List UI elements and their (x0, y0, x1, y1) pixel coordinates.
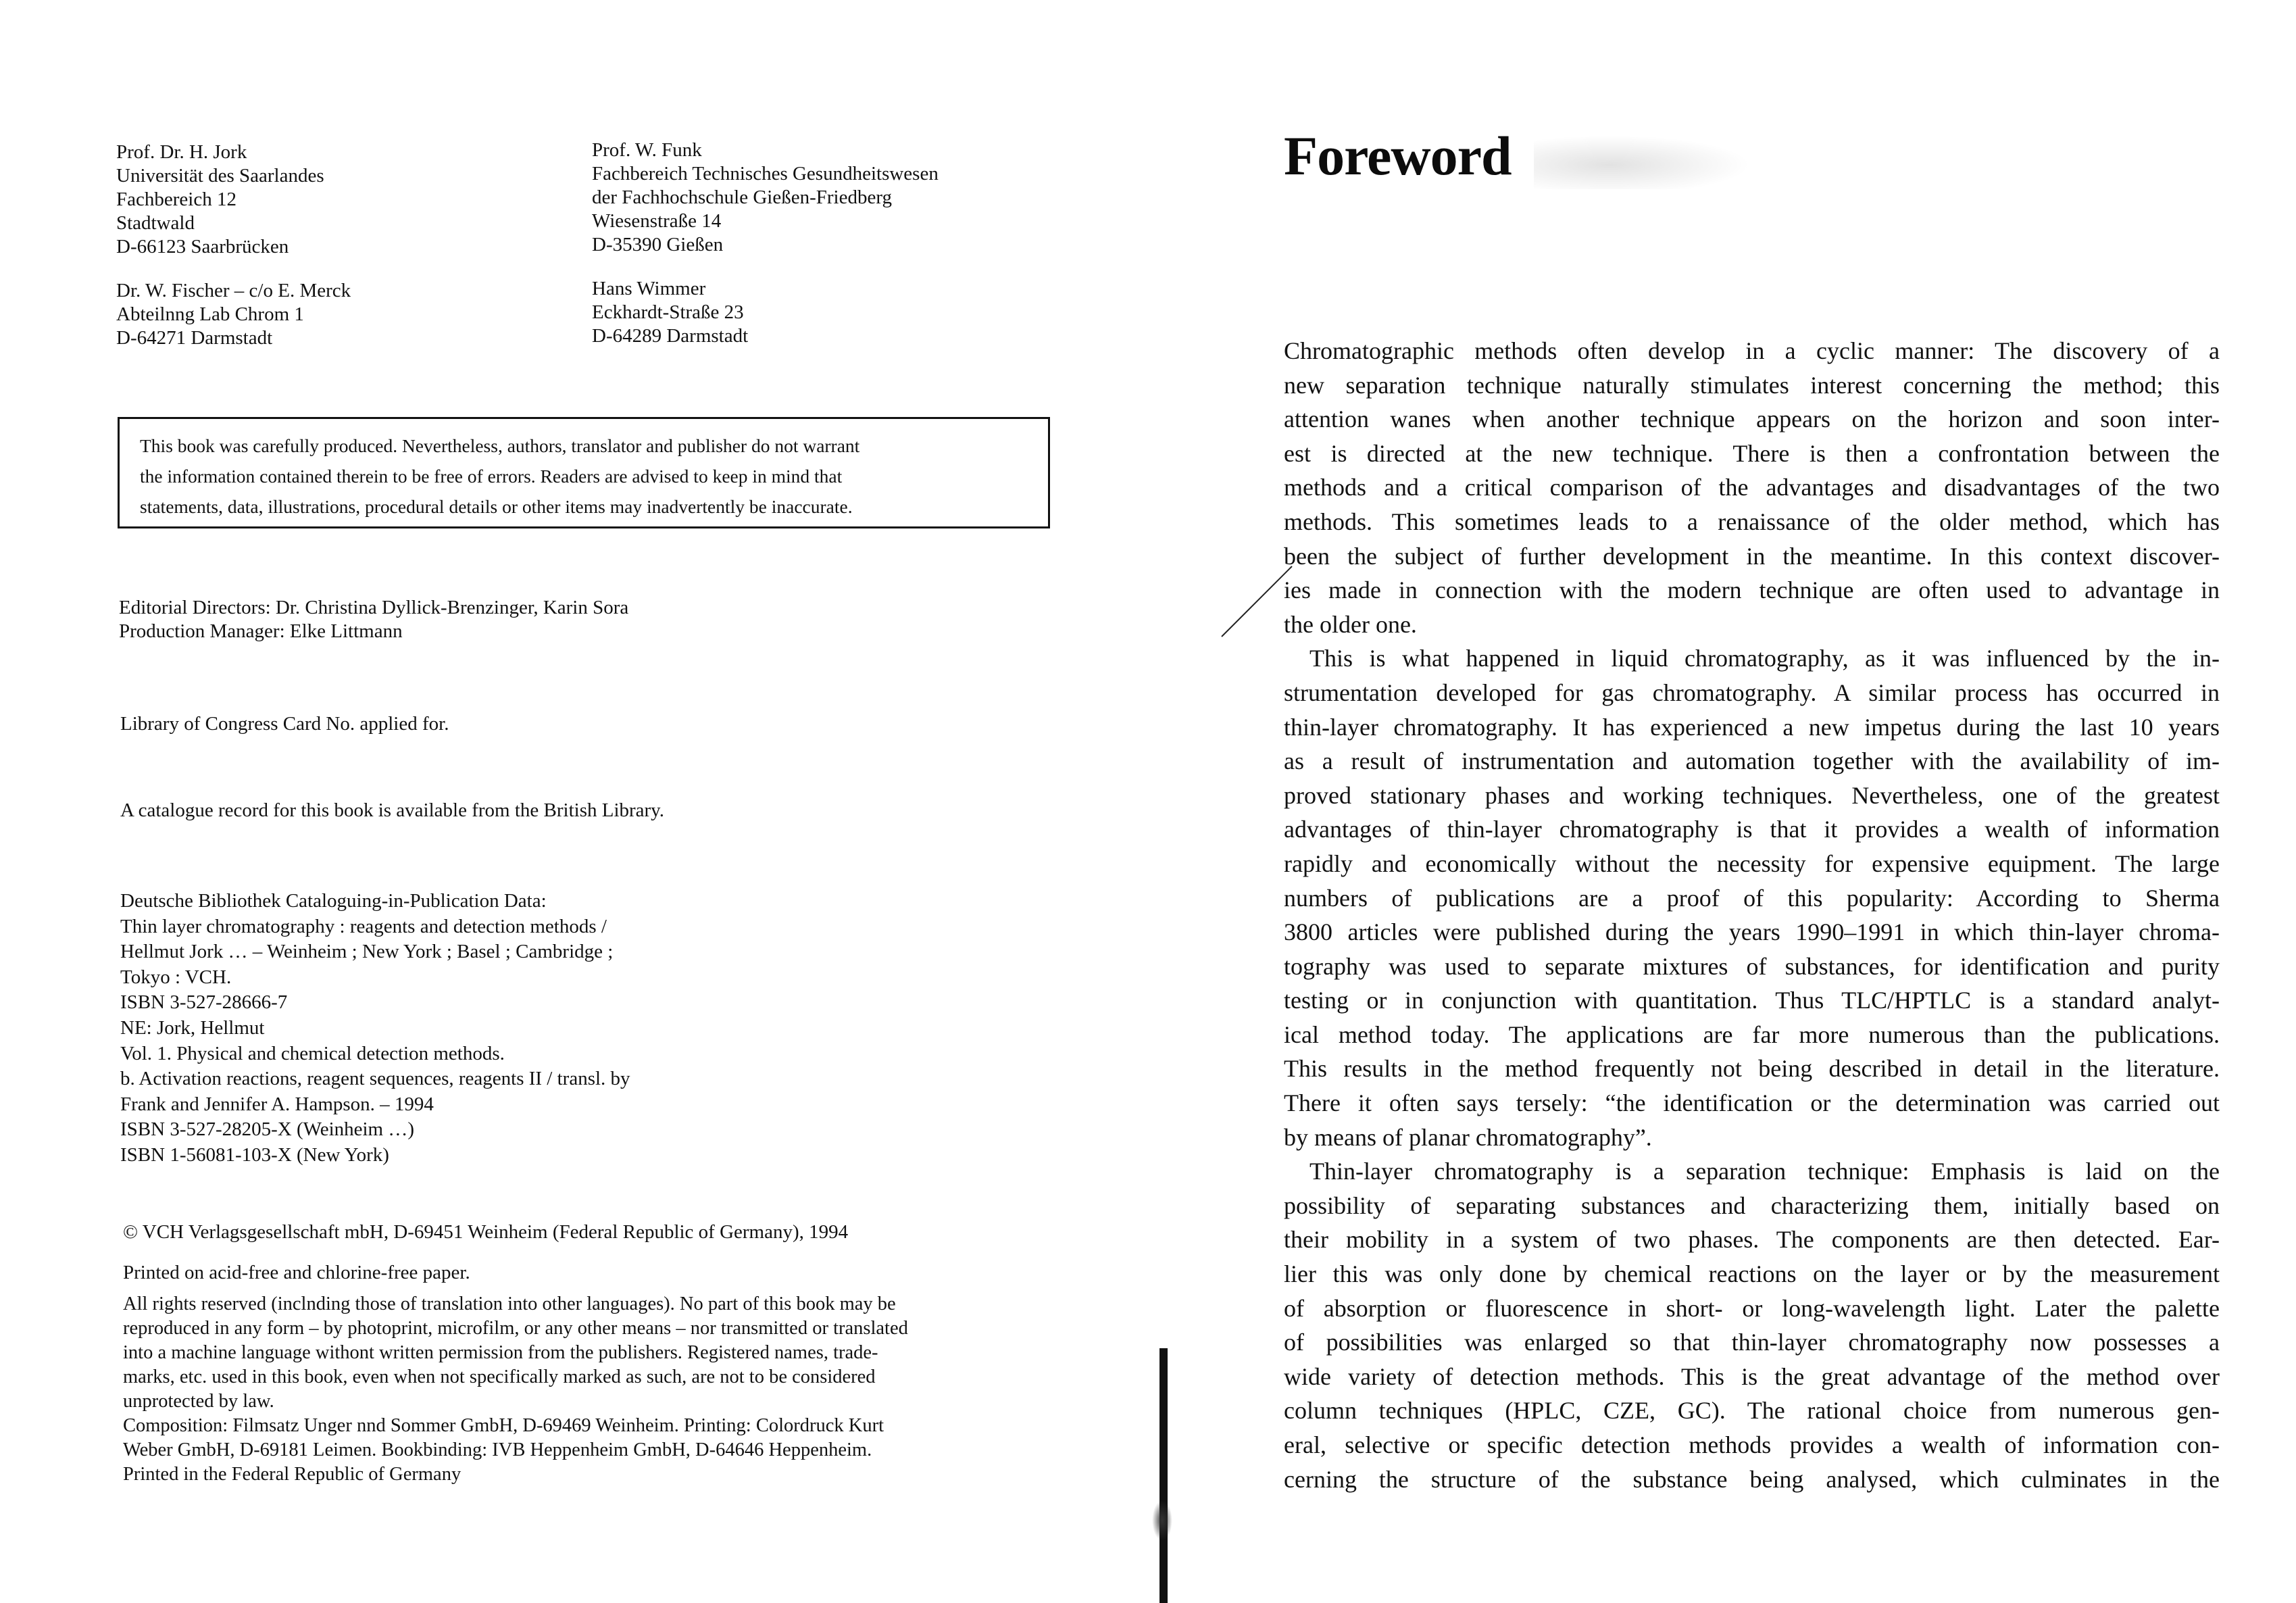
paper-note: Printed on acid-free and chlorine-free paper. (123, 1262, 470, 1283)
editorial-credits: Editorial Directors: Dr. Christina Dyllick-Brenzinger, Karin Sora Production Manager: Elke Littmann (119, 597, 629, 642)
author-address-wimmer: Hans Wimmer Eckhardt-Straße 23 D-64289 Darmstadt (592, 278, 749, 347)
page-gutter (1159, 1348, 1168, 1603)
foreword-text (1284, 334, 2220, 1496)
paragraph-1: Chromatographic methods often develop in a cyclic manner: The discovery of a new separation technique naturally stimulates interest concerning the method; this attention wanes when another technique appears on the horizon and soon inter- est is directed at the new technique. There is then a confrontation between the methods and a critical comparison of the advantages and disadvantages of the two methods. This sometimes leads to a renaissance of the older method, which has been the subject of further development in the meantime. In this context discover- ies made in connection with the modern technique are often used to advantage in the older one. (1284, 337, 2220, 638)
paragraph-3: Thin-layer chromatography is a separation technique: Emphasis is laid on the possibility of separating substances and characterizing them, initially based on their mobility in a system of two phases. The components are then detected. Ear- lier this was only done by chemical reactions on the layer or by the measurement of absorption or fluorescence in short- or long-wavelength light. Later the palette of possibilities was enlarged so that thin-layer chromatography now possesses a wide variety of detection methods. This is the great advantage of the method over column techniques (HPLC, CZE, GC). The rational choice from numerous gen- eral, selective or specific detection methods provides a wealth of information con- cerning the structure of the substance being analysed, which culminates in the (1284, 1158, 2220, 1493)
library-of-congress-note: Library of Congress Card No. applied for. (120, 713, 449, 735)
page-title: Foreword (1284, 125, 1512, 187)
gutter-shadow (1152, 1500, 1172, 1541)
paragraph-2: This is what happened in liquid chromatography, as it was influenced by the in- strumentation developed for gas chromatography. A similar process has occurred in thin-layer chromatography. It has experienced a new impetus during the last 10 years as a result of instrumentation and automation together with the availability of im- proved stationary phases and working techniques. Nevertheless, one of the greatest advantages of thin-layer chromatography is that it provides a wealth of information rapidly and economically without the necessity for expensive equipment. The large numbers of publications are a proof of this popularity: According to Sherma 3800 articles were published during the years 1990–1991 in which thin-layer chroma- tography was used to separate mixtures of substances, for identification and purity testing or in conjunction with quantitation. Thus TLC/HPTLC is a standard analyt- ical method today. The applications are far more numerous than the publications. This results in the method frequently not being described in detail in the literature. There it often says tersely: “the identification or the determination was carried out by means of planar chromatography”. (1284, 645, 2220, 1151)
cip-data: Deutsche Bibliothek Cataloguing-in-Publication Data: Thin layer chromatography : reagents and detection methods / Hellmut Jork … – Weinheim ; New York ; Basel ; Cambridge ; Tokyo : VCH. ISBN 3-527-28666-7 NE: Jork, Hellmut Vol. 1. Physical and chemical detection methods. b. Activation reactions, reagent sequences, reagents II / transl. by Frank and Jennifer A. Hampson. – 1994 ISBN 3-527-28205-X (Weinheim …) ISBN 1-56081-103-X (New York) (120, 890, 630, 1166)
copyright-line: © VCH Verlagsgesellschaft mbH, D-69451 Weinheim (Federal Republic of Germany), 1994 (123, 1221, 849, 1243)
rights-statement: All rights reserved (inclnding those of translation into other languages). No part of this book may be reproduced in any form – by photoprint, microfilm, or any other means – nor transmitted or translated into a machine language withont written permission from the publishers. Registered names, trade- marks, etc. used in this book, even when not specifically marked as such, are not to be considered unprotected by law. Composition: Filmsatz Unger nnd Sommer GmbH, D-69469 Weinheim. Printing: Colordruck Kurt Weber GmbH, D-69181 Leimen. Bookbinding: IVB Heppenheim GmbH, D-64646 Heppenheim. Printed in the Federal Republic of Germany (123, 1293, 908, 1485)
print-smudge (1534, 135, 1750, 189)
author-address-fischer: Dr. W. Fischer – c/o E. Merck Abteilnng Lab Chrom 1 D-64271 Darmstadt (116, 280, 351, 349)
disclaimer-box: This book was carefully produced. Nevertheless, authors, translator and publisher do not warrant the information contained therein to be free of errors. Readers are advised to keep in mind that statements, data, illustrations, procedural details or other items may inadvertently be inaccurate. (118, 417, 1050, 528)
author-address-funk: Prof. W. Funk Fachbereich Technisches Gesundheitswesen der Fachhochschule Gießen-Friedberg Wiesenstraße 14 D-35390 Gießen (592, 139, 939, 255)
author-address-jork: Prof. Dr. H. Jork Universität des Saarlandes Fachbereich 12 Stadtwald D-66123 Saarbrücken (116, 141, 324, 257)
british-library-note: A catalogue record for this book is available from the British Library. (120, 799, 665, 821)
